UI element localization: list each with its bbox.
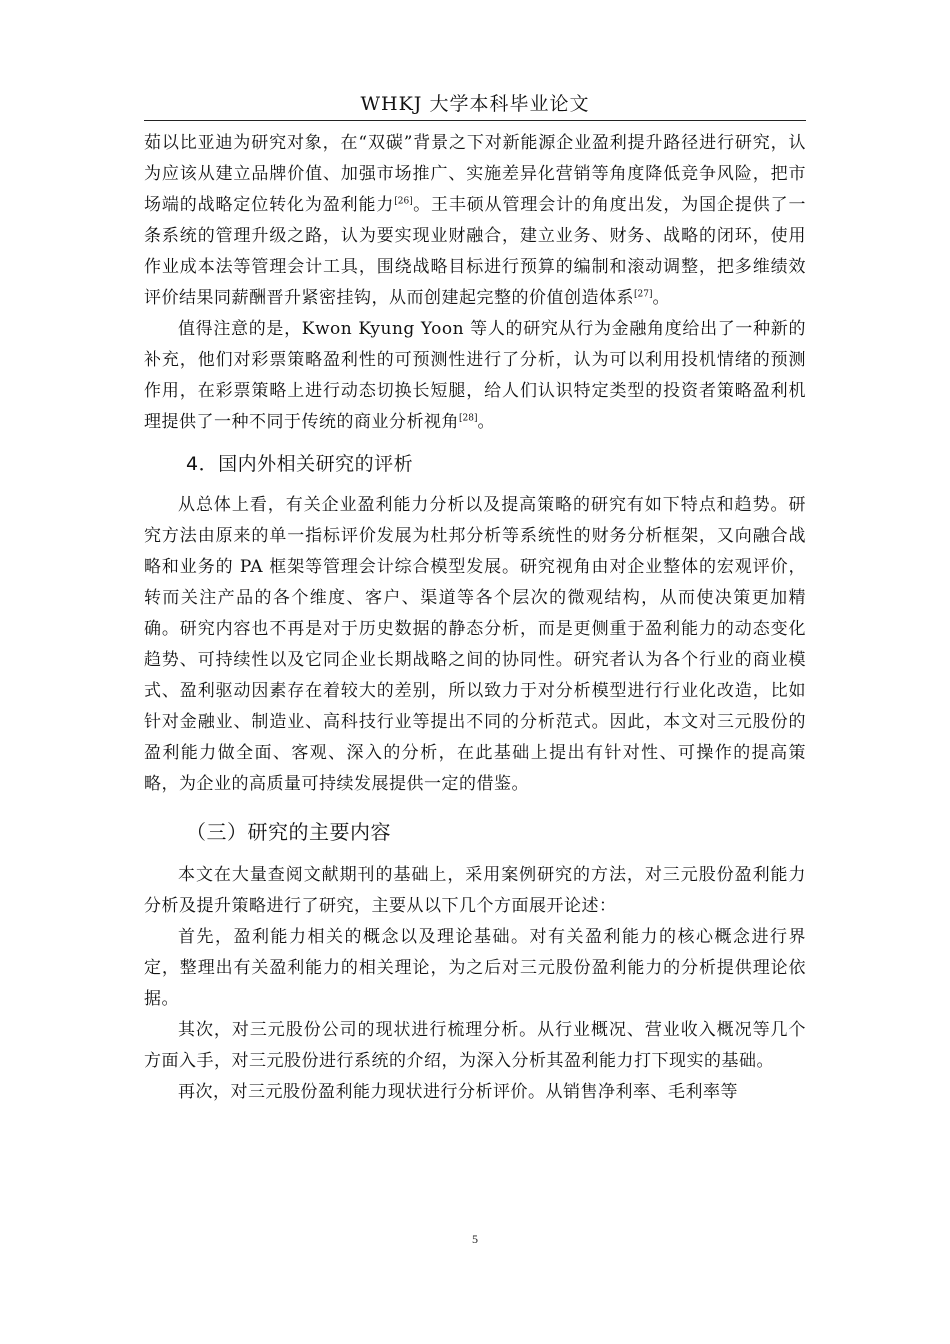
citation-ref: [28] — [459, 413, 478, 424]
citation-ref: [26] — [394, 196, 413, 207]
page-header — [144, 88, 806, 121]
paragraph-review: 从总体上看，有关企业盈利能力分析以及提高策略的研究有如下特点和趋势。研究方法由原来的单一指标评价发展为杜邦分析等系统性的财务分析框架，又向融合战略和业务的 PA 框架等管理会计综合模型发展。研究视角由对企业整体的宏观评价，转而关注产品的各个维度、客户、渠道等各个层次的微观结构，从而使决策更加精确。研究内容也不再是对于历史数据的静态分析，而是更侧重于盈利能力的动态变化趋势、可持续性以及它同企业长期战略之间的协同性。研究者认为各个行业的商业模式、盈利驱动因素存在着较大的差别，所以致力于对分析模型进行行业化改造，比如针对金融业、制造业、高科技行业等提出不同的分析范式。因此，本文对三元股份的盈利能力做全面、客观、深入的分析，在此基础上提出有针对性、可操作的提高策略，为企业的高质量可持续发展提供一定的借鉴。 — [144, 495, 806, 794]
header-title: WHKJ 大学本科毕业论文 — [360, 93, 590, 115]
paragraph-intro: 本文在大量查阅文献期刊的基础上，采用案例研究的方法，对三元股份盈利能力分析及提升策略进行了研究，主要从以下几个方面展开论述： — [144, 865, 806, 916]
paragraph-continued: 茹以比亚迪为研究对象，在“双碳”背景之下对新能源企业盈利提升路径进行研究，认为应该从建立品牌价值、加强市场推广、实施差异化营销等角度降低竞争风险，把市场端的战略定位转化为盈利能力[26]。王丰硕从管理会计的角度出发，为国企提供了一条系统的管理升级之路，认为要实现业财融合，建立业务、财务、战略的闭环，使用作业成本法等管理会计工具，围绕战略目标进行预算的编制和滚动调整，把多维绩效评价结果同薪酬晋升紧密挂钩，从而创建起完整的价值创造体系[27]。 — [144, 133, 807, 308]
subheading-review: 4．国内外相关研究的评析 — [186, 453, 414, 475]
section-heading: （三）研究的主要内容 — [186, 820, 391, 844]
document-body — [144, 128, 806, 1108]
page-number: 5 — [472, 1232, 478, 1246]
paragraph-second: 其次，对三元股份公司的现状进行梳理分析。从行业概况、营业收入概况等几个方面入手，对三元股份进行系统的介绍，为深入分析其盈利能力打下现实的基础。 — [144, 1020, 806, 1071]
citation-ref: [27] — [634, 289, 653, 300]
paragraph-first: 首先，盈利能力相关的概念以及理论基础。对有关盈利能力的核心概念进行界定，整理出有关盈利能力的相关理论，为之后对三元股份盈利能力的分析提供理论依据。 — [144, 927, 806, 1009]
paragraph: 值得注意的是，Kwon Kyung Yoon 等人的研究从行为金融角度给出了一种新的补充，他们对彩票策略盈利性的可预测性进行了分析，认为可以利用投机情绪的预测作用，在彩票策略上进行动态切换长短腿，给人们认识特定类型的投资者策略盈利机理提供了一种不同于传统的商业分析视角[28]。 — [144, 319, 806, 432]
paragraph-third: 再次，对三元股份盈利能力现状进行分析评价。从销售净利率、毛利率等 — [178, 1082, 738, 1102]
